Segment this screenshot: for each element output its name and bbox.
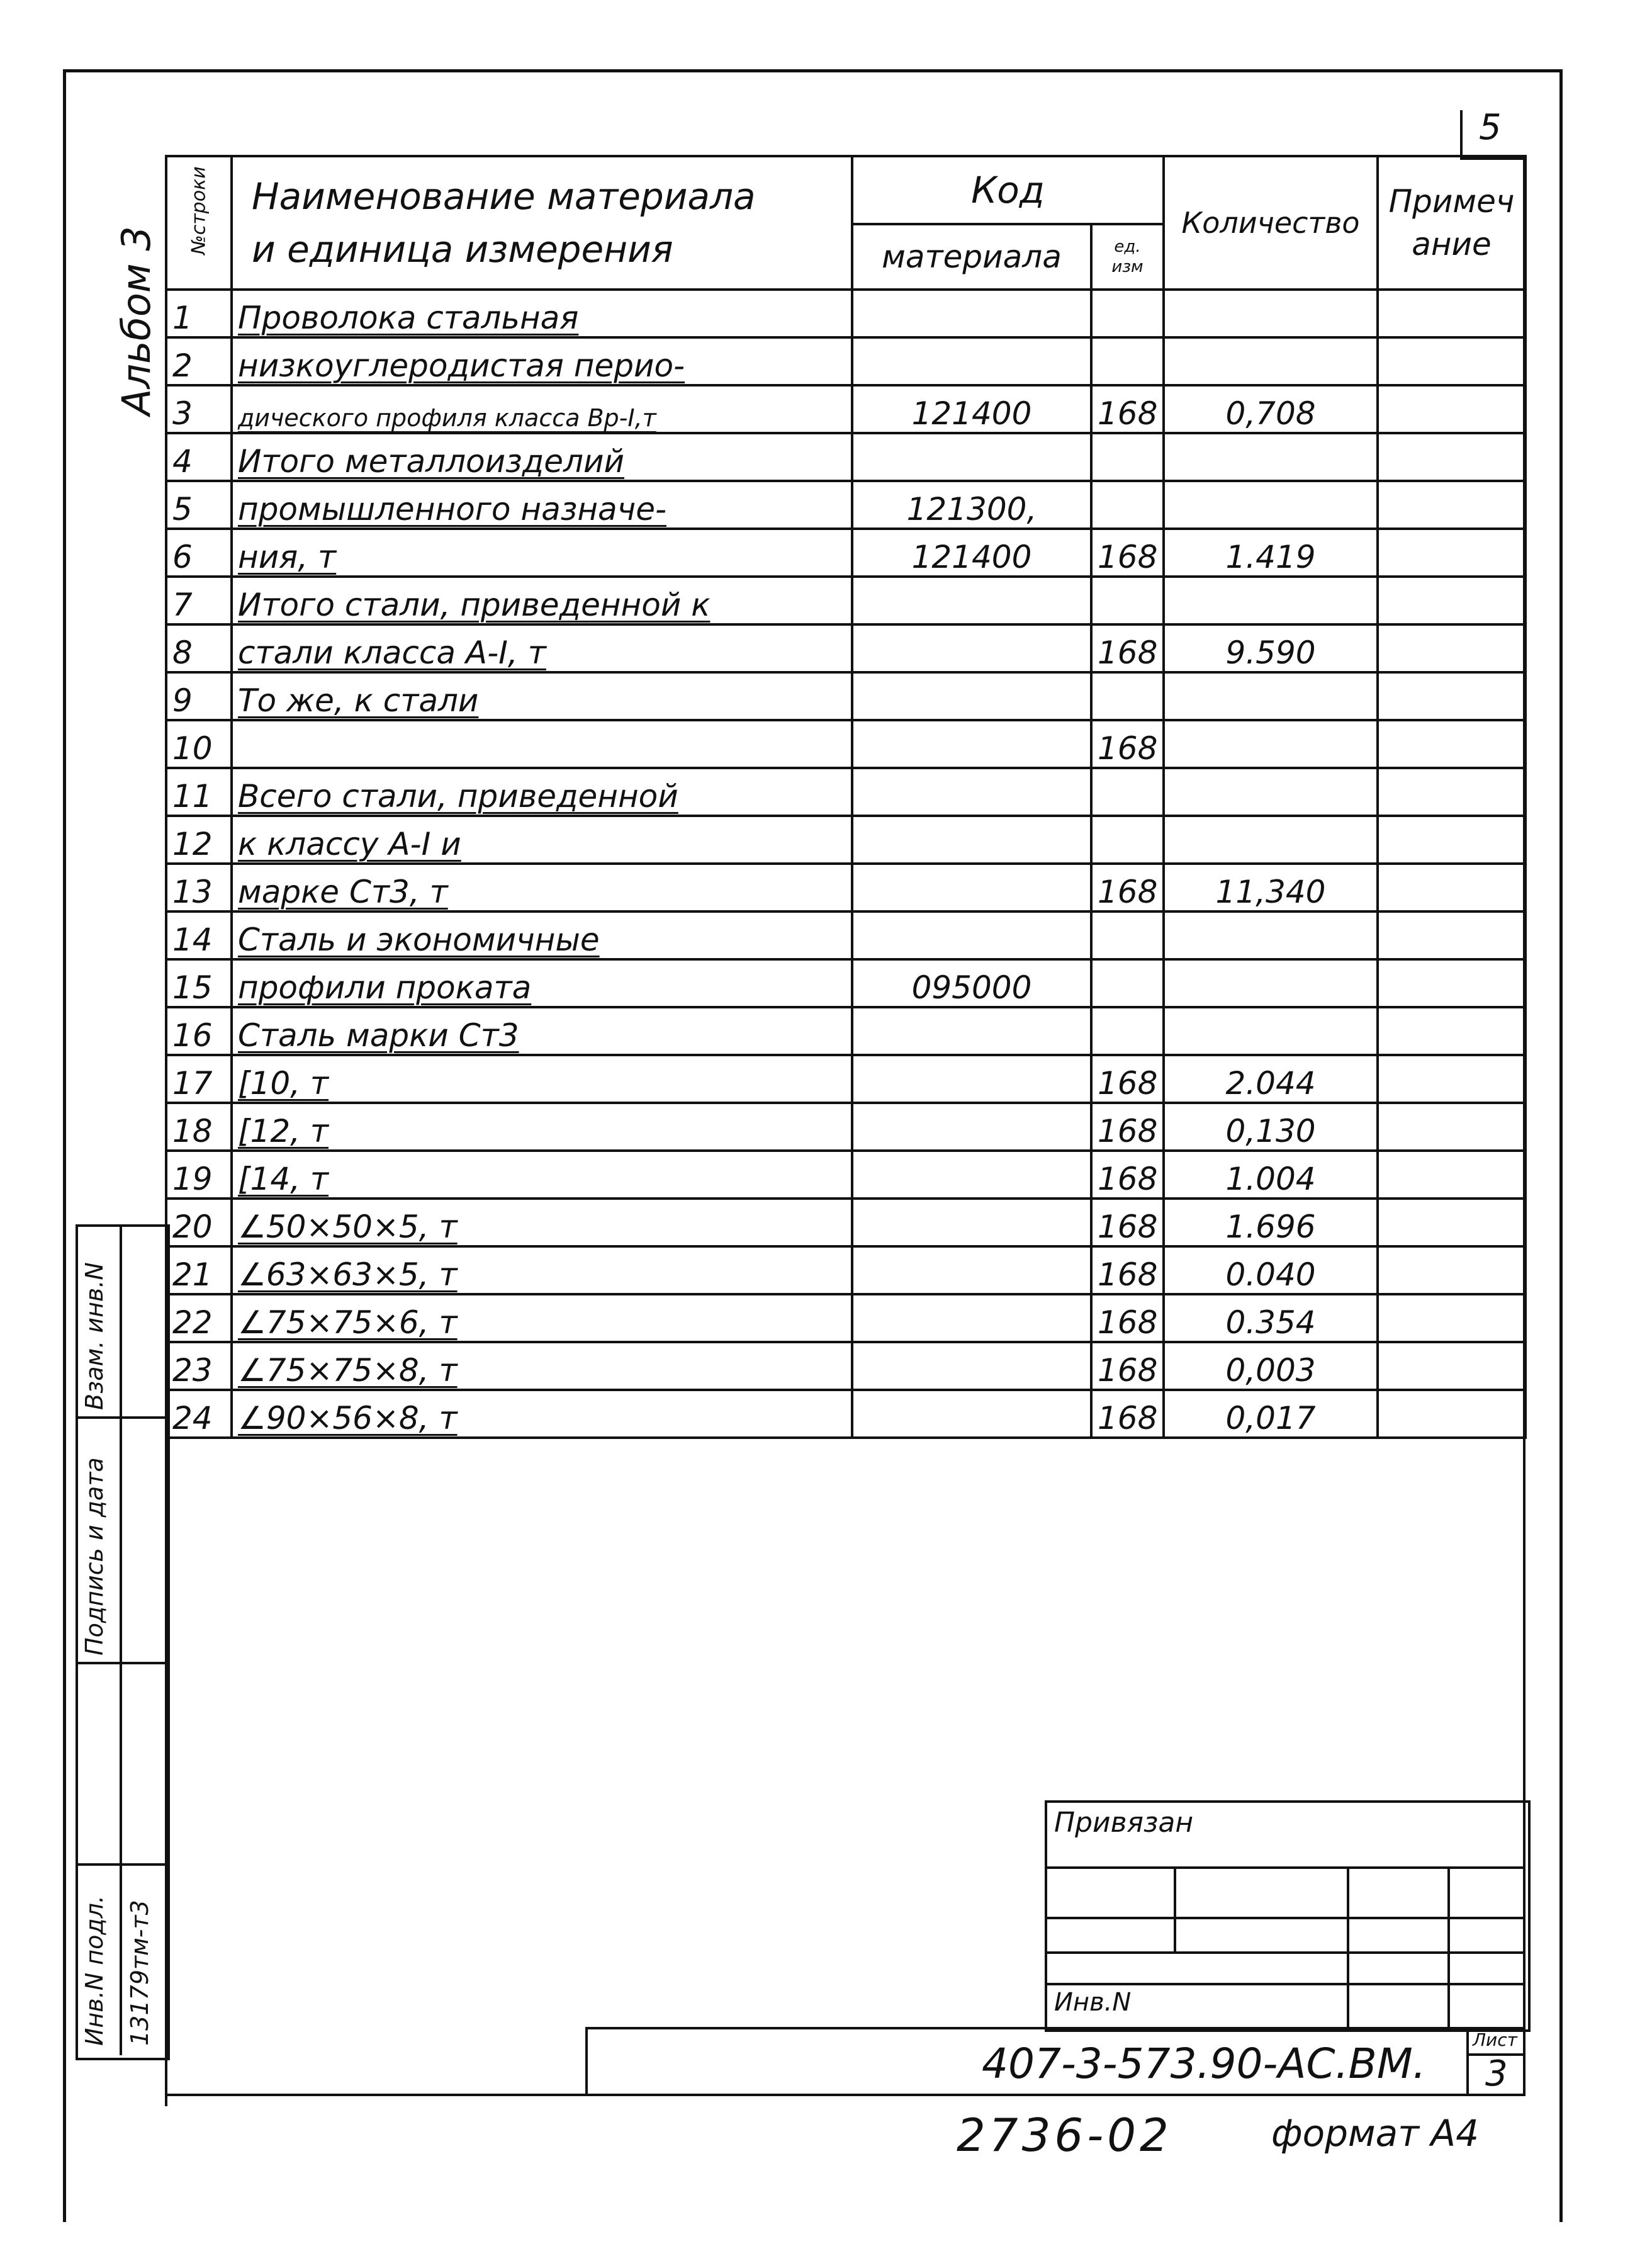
header-code: Код: [852, 156, 1164, 224]
album-label: Альбом 3: [113, 226, 159, 415]
table-row: 7 Итого стали, приведенной к: [166, 577, 1525, 624]
table-row: 15 профили проката 095000: [166, 959, 1525, 1007]
side-stamp-h3: [76, 1863, 165, 1866]
header-row-no: №строки: [166, 156, 232, 290]
side-stamp-divider: [120, 1224, 122, 2055]
binding-h4: [1045, 1983, 1525, 1985]
table-row: 9 То же, к стали: [166, 672, 1525, 720]
document-code: 407-3-573.90-АС.ВМ.: [982, 2040, 1426, 2088]
footer-format: формат А4: [1271, 2112, 1479, 2155]
sheet-number: 3: [1485, 2053, 1508, 2094]
binding-v2: [1347, 1866, 1349, 2027]
header-unit: ед. изм: [1091, 224, 1164, 290]
side-inv-label: Инв.N подл.: [81, 1895, 108, 2046]
table-row: 19 [14, т 168 1.004: [166, 1151, 1525, 1199]
frame-left: [63, 69, 66, 2222]
table-row: 2 низкоуглеродистая перио-: [166, 337, 1525, 385]
sheet-label: Лист: [1473, 2029, 1517, 2050]
footer-number: 2736-02: [957, 2109, 1172, 2162]
side-stamp-h1: [76, 1416, 165, 1419]
header-quantity: Количество: [1164, 156, 1378, 290]
table-row: 1 Проволока стальная: [166, 290, 1525, 337]
binding-h3: [1045, 1951, 1525, 1954]
table-row: 23 ∠75×75×8, т 168 0,003: [166, 1342, 1525, 1390]
binding-v1: [1174, 1866, 1176, 1951]
header-material: материала: [852, 224, 1091, 290]
table-row: 5 промышленного назначе- 121300,: [166, 481, 1525, 529]
side-vzam-label: Взам. инв.N: [81, 1262, 108, 1410]
table-row: 4 Итого металлоизделий: [166, 433, 1525, 481]
sheet-box-left: [1466, 2027, 1469, 2096]
table-row: 20 ∠50×50×5, т 168 1.696: [166, 1199, 1525, 1246]
table-row: 10 168: [166, 720, 1525, 768]
binding-label: Привязан: [1054, 1807, 1194, 1839]
frame-right: [1559, 69, 1563, 2222]
table-row: 6 ния, т 121400 168 1.419: [166, 529, 1525, 577]
binding-h2: [1045, 1917, 1525, 1919]
binding-h1: [1045, 1866, 1525, 1869]
table-row: 17 [10, т 168 2.044: [166, 1055, 1525, 1103]
table-row: 11 Всего стали, приведенной: [166, 768, 1525, 816]
table-row: 13 марке Ст3, т 168 11,340: [166, 864, 1525, 911]
table-row: 18 [12, т 168 0,130: [166, 1103, 1525, 1151]
binding-v3: [1447, 1866, 1450, 2027]
side-stamp-h2: [76, 1662, 165, 1664]
side-inv-value: 13179тм-т3: [126, 1900, 154, 2046]
table-row: 22 ∠75×75×6, т 168 0.354: [166, 1294, 1525, 1342]
table-row: 24 ∠90×56×8, т 168 0,017: [166, 1390, 1525, 1438]
side-podpis-label: Подпись и дата: [81, 1457, 108, 1656]
binding-inv-label: Инв.N: [1054, 1988, 1132, 2017]
table-row: 21 ∠63×63×5, т 168 0.040: [166, 1246, 1525, 1294]
frame-top: [63, 69, 1562, 72]
table-row: 14 Сталь и экономичные: [166, 911, 1525, 959]
title-block-left: [585, 2027, 588, 2096]
header-note: Примечание: [1378, 156, 1525, 290]
table-row: 16 Сталь марки Ст3: [166, 1007, 1525, 1055]
header-name: Наименование материала и единица измерения: [232, 156, 852, 290]
table-row: 8 стали класса А-I, т 168 9.590: [166, 624, 1525, 672]
title-block-top: [585, 2027, 1525, 2029]
title-block-bottom: [165, 2094, 1525, 2096]
page-number: 5: [1479, 107, 1502, 148]
table-row: 12 к классу А-I и: [166, 816, 1525, 864]
spec-table: [165, 155, 1527, 1439]
table-row: 3 дического профиля класса Вр-I,т 121400 168 0,708: [166, 385, 1525, 433]
